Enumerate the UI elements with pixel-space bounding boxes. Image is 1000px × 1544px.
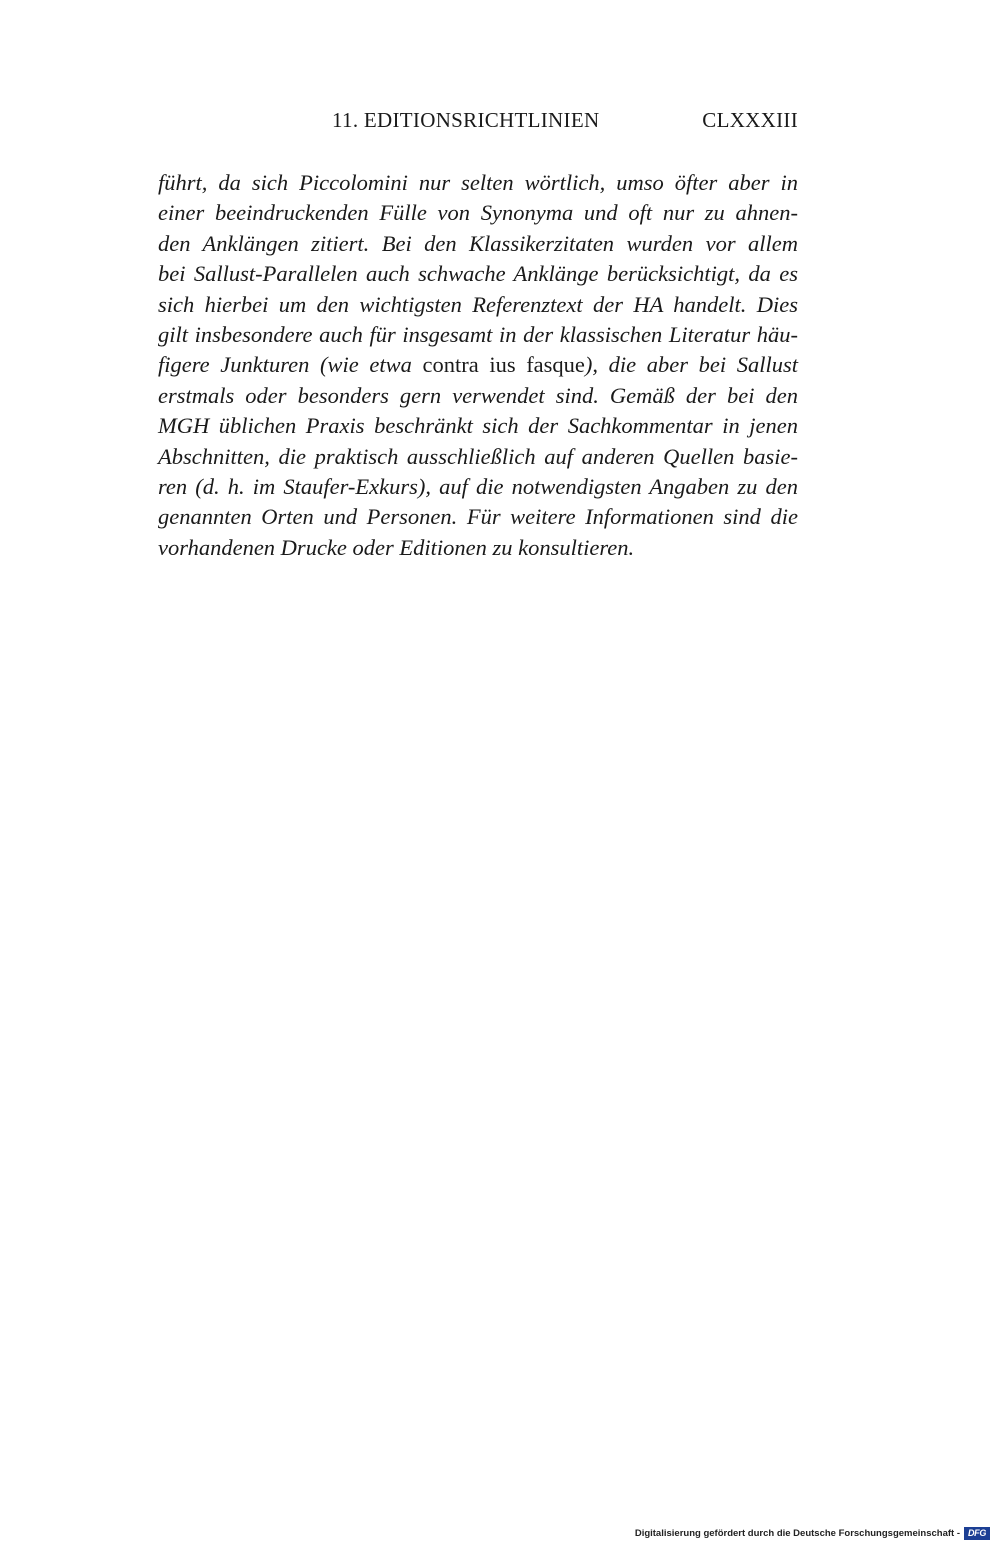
funding-notice-text: Digitalisierung gefördert durch die Deutsche Forschungsgemeinschaft - [634,1527,960,1539]
text-line: MGH üblichen Praxis beschränkt sich der Sachkommentar in jenen [158,413,798,439]
text-line: vorhandenen Drucke oder Editionen zu konsultieren. [158,534,635,560]
text-line: führt, da sich Piccolomini nur selten wörtlich, umso öfter aber in [158,170,798,195]
text-segment: figere Junkturen (wie etwa [158,352,423,378]
dfg-logo-icon: DFG [964,1527,990,1540]
text-line: ren (d. h. im Staufer-Exkurs), auf die notwendigsten Angaben zu den [158,474,798,500]
latin-quotation: contra ius fasque [422,352,585,378]
text-line: den Anklängen zitiert. Bei den Klassikerzitaten wurden vor allem [158,230,798,256]
text-segment: ), die aber bei Sallust [584,352,798,378]
running-head [158,108,798,138]
text-line: erstmals oder besonders gern verwendet sind. Gemäß der bei den [158,382,798,408]
page-number: CLXXXIII [702,108,798,132]
body-paragraph [158,168,798,563]
running-title: 11. EDITIONSRICHTLINIEN [332,108,600,132]
funding-notice [635,1526,990,1540]
text-line: genannten Orten und Personen. Für weitere Informationen sind die [158,504,798,530]
text-line: einer beeindruckenden Fülle von Synonyma und oft nur zu ahnen- [158,200,798,226]
text-line [158,350,798,380]
text-line: bei Sallust-Parallelen auch schwache Anklänge berücksichtigt, da es [158,261,798,287]
text-line: Abschnitten, die praktisch ausschließlich auf anderen Quellen basie- [158,443,798,469]
text-line: sich hierbei um den wichtigsten Referenztext der HA handelt. Dies [158,291,798,317]
text-line: gilt insbesondere auch für insgesamt in der klassischen Literatur häu- [158,322,798,348]
